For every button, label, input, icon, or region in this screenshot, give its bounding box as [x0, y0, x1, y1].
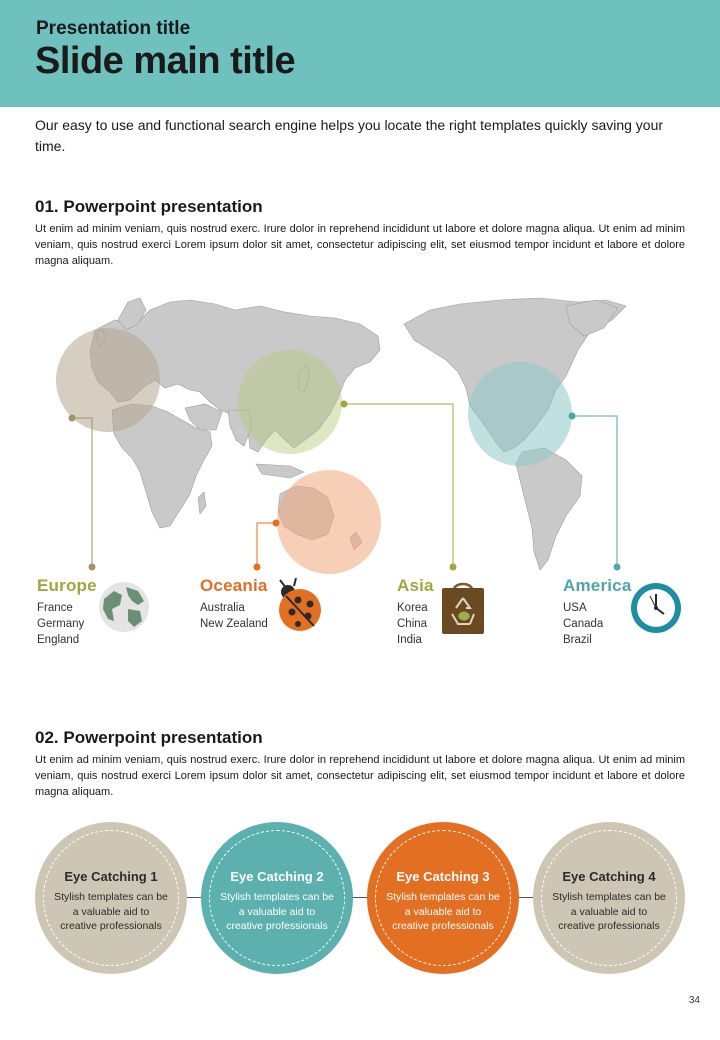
europe-dot-bottom	[89, 564, 96, 571]
circle-title: Eye Catching 2	[230, 869, 324, 884]
region-item: USA	[563, 602, 587, 614]
world-map	[0, 280, 720, 580]
region-asia	[397, 576, 434, 648]
clock-icon	[630, 582, 682, 634]
ladybug-icon	[272, 578, 324, 634]
circle-title: Eye Catching 1	[64, 869, 158, 884]
region-item: Canada	[563, 618, 604, 630]
oceania-bubble	[277, 470, 381, 574]
region-item: England	[37, 634, 80, 646]
section-1-title: 01. Powerpoint presentation	[35, 197, 263, 216]
circle-text: Stylish templates can be a valuable aid to creative professionals	[54, 891, 168, 932]
region-list	[200, 600, 268, 632]
south-america-landmass	[516, 448, 582, 570]
eye-catching-circles	[0, 822, 720, 974]
region-america	[563, 576, 632, 648]
circle-card-3	[367, 822, 519, 974]
circle-text: Stylish templates can be a valuable aid to creative professionals	[552, 891, 666, 932]
indonesia-landmass	[256, 464, 304, 478]
intro-text: Our easy to use and functional search engine helps you locate the right templates quickly saving your time.	[35, 117, 664, 154]
circle-title: Eye Catching 4	[562, 869, 656, 884]
region-europe	[37, 576, 97, 648]
globe-icon	[98, 581, 150, 633]
america-dot-top	[569, 413, 576, 420]
europe-connector	[72, 418, 92, 567]
section-1-body: Ut enim ad minim veniam, quis nostrud exerc. Irure dolor in reprehend incididunt ut labore et dolore magna aliqua. Ut enim ad minim veniam, quis nostrud exerci Lorem ipsum dolor sit amet, consectetur adipiscing elit, set eiusmod tempor incidunt et labore et dolore magna aliquam.	[35, 223, 685, 267]
america-bubble	[468, 362, 572, 466]
header-bar	[0, 0, 720, 107]
region-item: China	[397, 618, 428, 630]
region-oceania	[200, 576, 268, 632]
circle-card-1	[35, 822, 187, 974]
region-list	[397, 600, 434, 648]
europe-dot-top	[69, 415, 76, 422]
circle-card-2	[201, 822, 353, 974]
region-item: New Zealand	[200, 618, 268, 630]
recycle-bag-icon	[440, 580, 486, 634]
oceania-connector	[257, 523, 276, 567]
region-name: Oceania	[200, 576, 268, 595]
region-item: Brazil	[563, 634, 592, 646]
region-name: Asia	[397, 576, 434, 595]
region-item: Korea	[397, 602, 428, 614]
slide-main-title: Slide main title	[35, 40, 296, 82]
section-2-title: 02. Powerpoint presentation	[35, 728, 263, 747]
madagascar-landmass	[198, 492, 206, 514]
region-item: Australia	[200, 602, 245, 614]
presentation-title: Presentation title	[36, 18, 191, 39]
america-dot-bottom	[614, 564, 621, 571]
oceania-dot-top	[273, 520, 280, 527]
region-item: France	[37, 602, 73, 614]
region-list	[563, 600, 632, 648]
region-list	[37, 600, 97, 648]
circle-text: Stylish templates can be a valuable aid to creative professionals	[386, 891, 500, 932]
region-item: India	[397, 634, 422, 646]
asia-dot-bottom	[450, 564, 457, 571]
section-2-body: Ut enim ad minim veniam, quis nostrud exerc. Irure dolor in reprehend incididunt ut labore et dolore magna aliqua. Ut enim ad minim veniam, quis nostrud exerci Lorem ipsum dolor sit amet, consectetur adipiscing elit, set eiusmod tempor incidunt et labore et dolore magna aliquam.	[35, 754, 685, 798]
circle-title: Eye Catching 3	[396, 869, 490, 884]
asia-dot-top	[341, 401, 348, 408]
region-name: America	[563, 576, 632, 595]
page-number: 34	[688, 995, 700, 1006]
asia-bubble	[238, 350, 342, 454]
region-item: Germany	[37, 618, 85, 630]
circle-text: Stylish templates can be a valuable aid to creative professionals	[220, 891, 334, 932]
oceania-dot-bottom	[254, 564, 261, 571]
circle-card-4	[533, 822, 685, 974]
region-name: Europe	[37, 576, 97, 595]
